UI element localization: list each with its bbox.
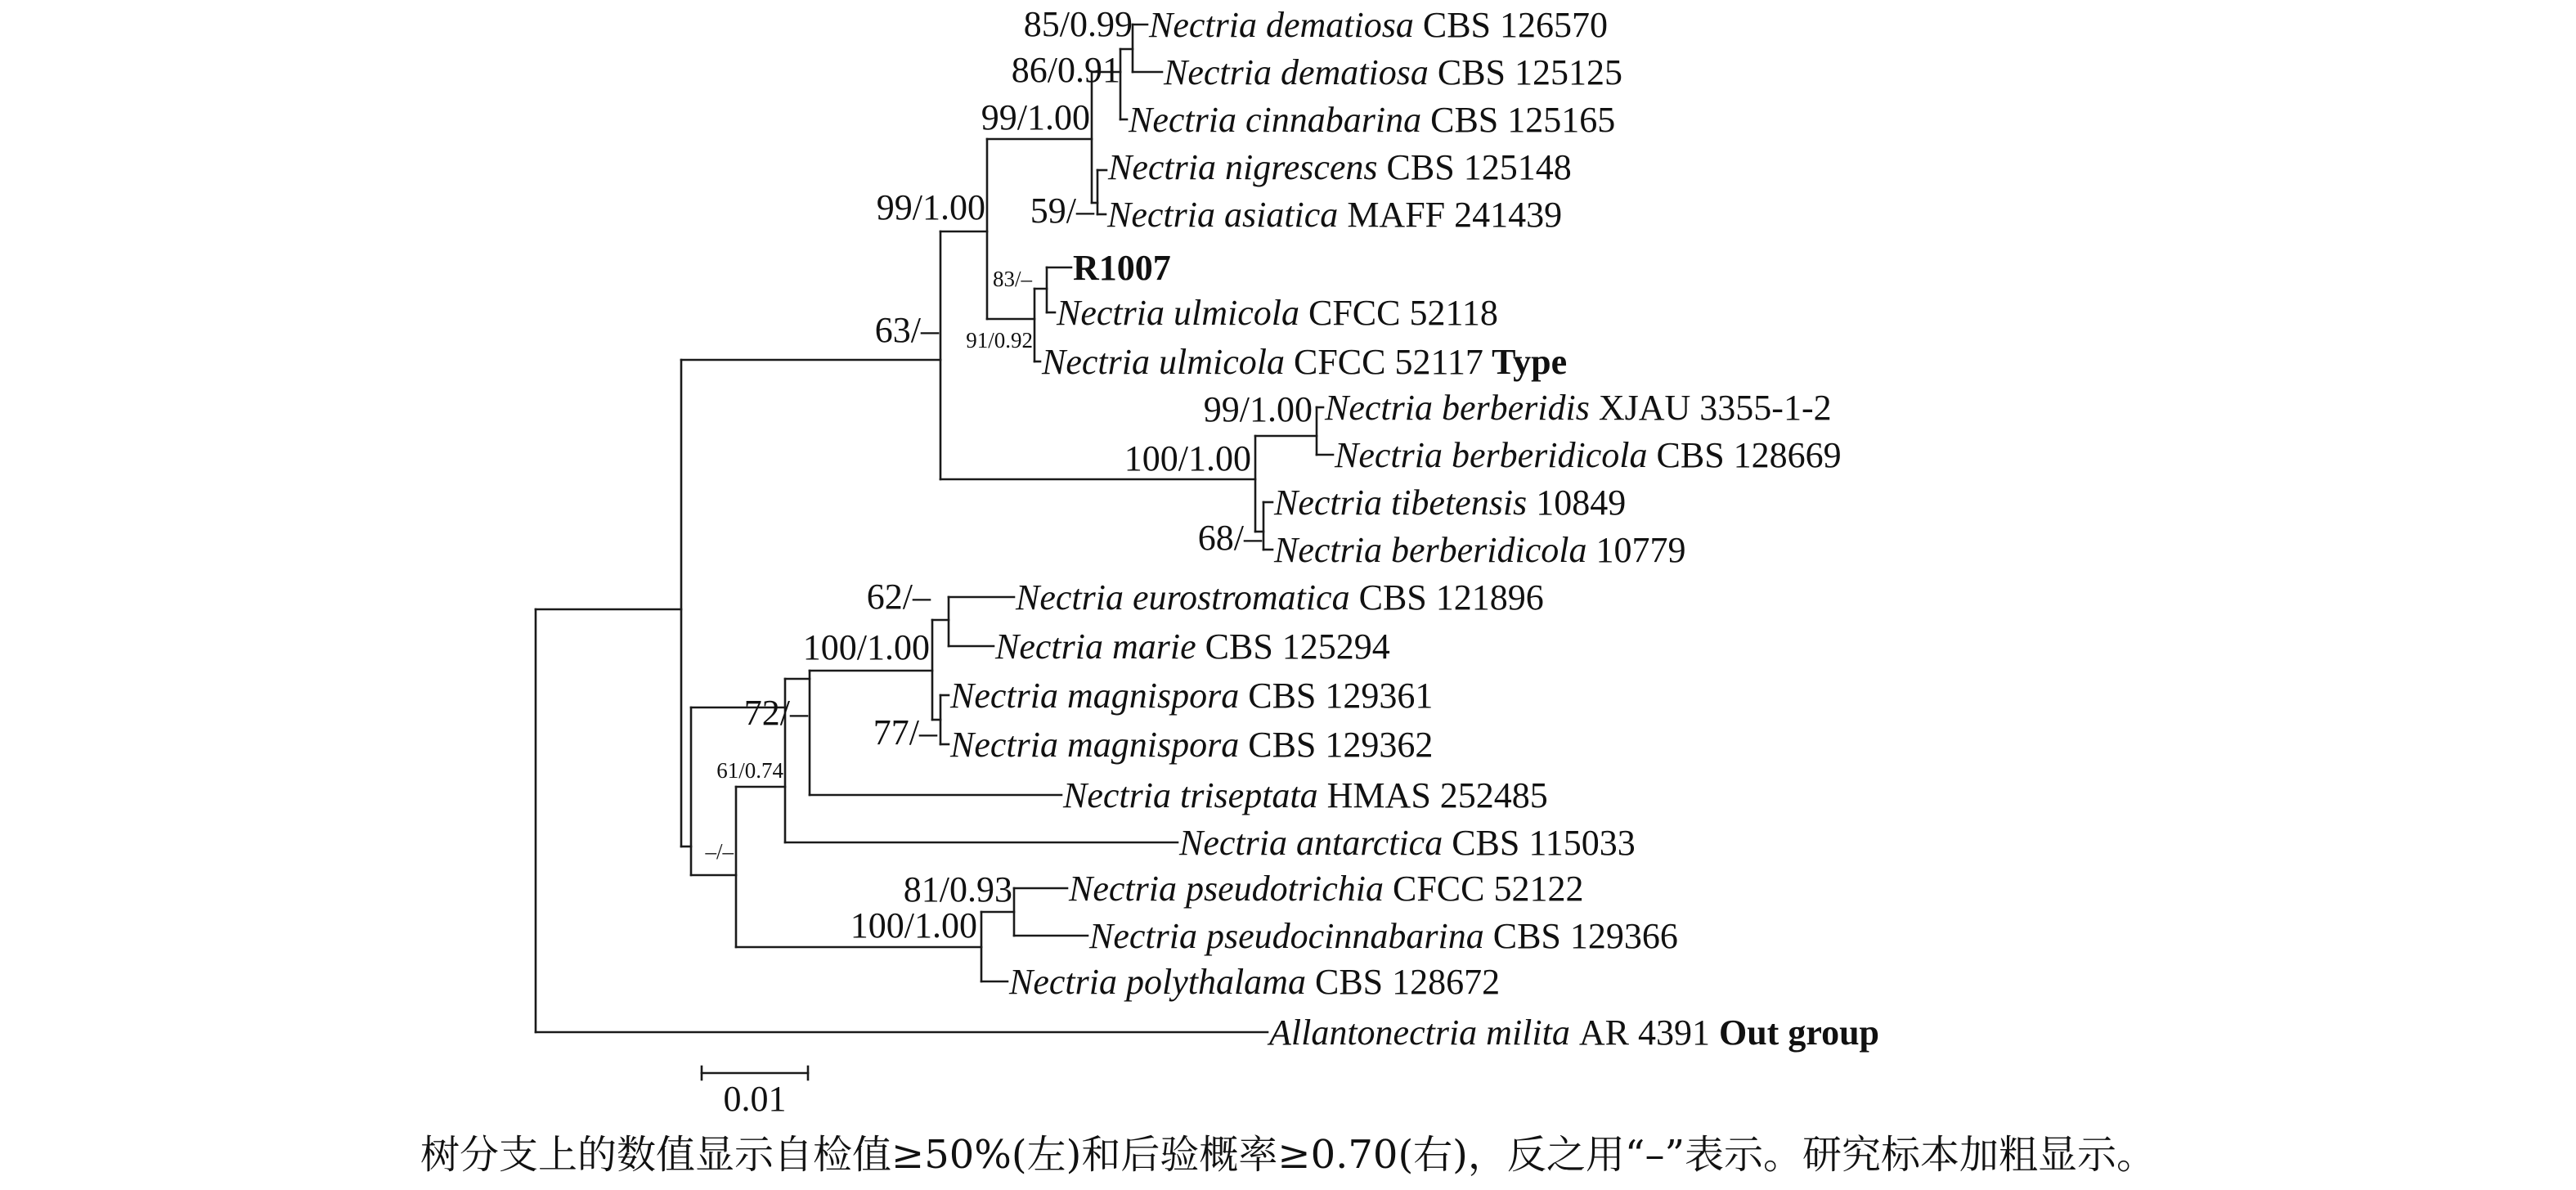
figure-caption: 树分支上的数值显示自检值≥50%(左)和后验概率≥0.70(右)，反之用“–”表示。研究标本加粗显示。 — [420, 1132, 2156, 1178]
support-value: –/– — [705, 839, 734, 864]
taxon-label: Nectria berberidicola CBS 128669 — [1335, 434, 1842, 475]
taxon-label: Nectria antarctica CBS 115033 — [1179, 822, 1636, 863]
taxon-label: Nectria dematiosa CBS 126570 — [1149, 4, 1609, 45]
support-value: 77/– — [873, 712, 937, 752]
taxon-label: Nectria eurostromatica CBS 121896 — [1016, 577, 1544, 617]
support-value: 100/1.00 — [1124, 438, 1251, 478]
support-value: 100/1.00 — [850, 905, 977, 945]
taxon-labels — [949, 5, 1879, 1053]
taxon-label: Nectria marie CBS 125294 — [995, 626, 1390, 667]
taxon-label: Nectria pseudocinnabarina CBS 129366 — [1089, 915, 1678, 956]
taxon-label: R1007 — [1073, 247, 1171, 288]
support-value: 91/0.92 — [966, 328, 1033, 353]
support-value: 63/– — [874, 310, 939, 350]
support-value: 62/– — [866, 577, 931, 617]
support-value: 99/1.00 — [1203, 389, 1313, 429]
taxon-label: Nectria magnispora CBS 129362 — [950, 724, 1434, 765]
taxon-label: Nectria triseptata HMAS 252485 — [1063, 775, 1548, 815]
taxon-label: Nectria tibetensis 10849 — [1274, 482, 1627, 523]
taxon-label: Nectria pseudotrichia CFCC 52122 — [1069, 868, 1584, 909]
scale-bar — [702, 1067, 808, 1119]
scale-bar-label: 0.01 — [723, 1079, 787, 1119]
support-value: 99/1.00 — [981, 97, 1090, 137]
taxon-label: Nectria magnispora CBS 129361 — [950, 675, 1434, 716]
taxon-label: Nectria berberidicola 10779 — [1274, 529, 1686, 570]
support-value: 86/0.91 — [1011, 50, 1120, 90]
support-value: 83/– — [992, 267, 1032, 291]
taxon-label: Nectria ulmicola CFCC 52117 Type — [1042, 341, 1568, 382]
support-value: 72/– — [743, 693, 808, 733]
taxon-label: Nectria cinnabarina CBS 125165 — [1129, 99, 1616, 140]
support-value: 59/– — [1030, 191, 1094, 231]
taxon-label: Nectria asiatica MAFF 241439 — [1107, 194, 1563, 235]
support-value: 99/1.00 — [876, 187, 985, 227]
taxon-label: Nectria ulmicola CFCC 52118 — [1057, 292, 1498, 333]
support-value: 100/1.00 — [802, 627, 930, 667]
taxon-label: Nectria berberidis XJAU 3355-1-2 — [1325, 387, 1832, 428]
support-value: 61/0.74 — [716, 758, 783, 783]
support-value: 81/0.93 — [903, 869, 1012, 909]
taxon-label: Nectria polythalama CBS 128672 — [1009, 961, 1501, 1002]
taxon-label: Nectria dematiosa CBS 125125 — [1164, 52, 1623, 92]
support-value: 85/0.99 — [1023, 4, 1133, 44]
taxon-label: Allantonectria milita AR 4391 Out group — [1269, 1012, 1880, 1053]
support-value: 68/– — [1197, 518, 1262, 558]
taxon-label: Nectria nigrescens CBS 125148 — [1108, 146, 1572, 187]
